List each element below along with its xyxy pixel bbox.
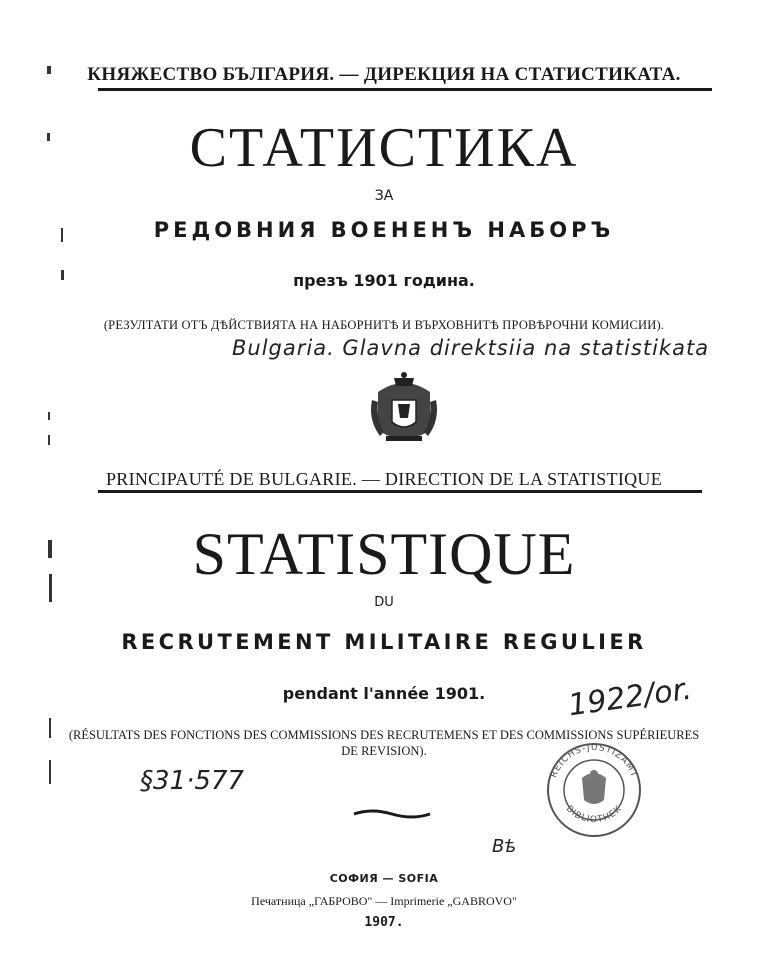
french-du: DU: [374, 595, 394, 610]
bulgarian-za: ЗА: [374, 188, 394, 204]
bulgarian-year-line: презъ 1901 година.: [293, 271, 475, 290]
svg-text:BIBLIOTHEK: [564, 804, 624, 825]
french-subtitle: RECRUTEMENT MILITAIRE REGULIER: [121, 630, 647, 654]
french-header: PRINCIPAUTÉ DE BULGARIE. — DIRECTION DE LA STATISTIQUE: [105, 469, 663, 489]
bulgarian-header-rule: [98, 88, 712, 91]
ornamental-divider: [352, 808, 432, 820]
stamp-text-top: REICHS-JUSTIZAMT: [549, 742, 639, 780]
margin-mark: [48, 435, 50, 445]
bulgarian-header: КНЯЖЕСТВО БЪЛГАРИЯ. — ДИРЕКЦИЯ НА СТАТИСТИКАТА.: [87, 64, 681, 85]
publication-city: СОФИЯ — SOFIA: [329, 872, 439, 885]
library-stamp-icon: [540, 738, 648, 838]
printer-imprint: Печатница „ГАБРОВО" — Imprimerie „GABROVO": [251, 894, 517, 908]
french-results-note-line1: (RÉSULTATS DES FONCTIONS DES COMMISSIONS DES RECRUTEMENS ET DES COMMISSIONS SUPÉRIEURES: [68, 728, 700, 742]
french-results-note-line2: DE REVISION).: [341, 744, 427, 758]
margin-mark: [48, 412, 50, 420]
handwritten-number-1: 1922/or.: [566, 671, 694, 724]
coat-of-arms-icon: [368, 370, 440, 448]
stamp-text-bottom: BIBLIOTHEK: [563, 804, 625, 826]
french-title: STATISTIQUE: [192, 521, 576, 587]
handwritten-number-3: Вѣ: [492, 836, 517, 857]
french-year-line: pendant l'année 1901.: [282, 684, 486, 703]
margin-mark: [49, 760, 51, 784]
publication-year: 1907.: [364, 915, 404, 930]
handwritten-catalog-name: Bulgaria. Glavna direktsiia na statistikata: [232, 336, 710, 360]
bulgarian-results-note: (РЕЗУЛТАТИ ОТЪ ДѢЙСТВИЯТА НА НАБОРНИТѢ И ВЪРХОВНИТѢ ПРОВѢРОЧНИ КОМИСИИ).: [103, 318, 665, 332]
bulgarian-subtitle: РЕДОВНИЯ ВОЕНЕНЪ НАБОРЪ: [153, 218, 615, 242]
bulgarian-title: СТАТИСТИКА: [189, 117, 579, 179]
french-header-rule: [98, 490, 702, 493]
handwritten-number-2: §31·577: [140, 766, 244, 796]
